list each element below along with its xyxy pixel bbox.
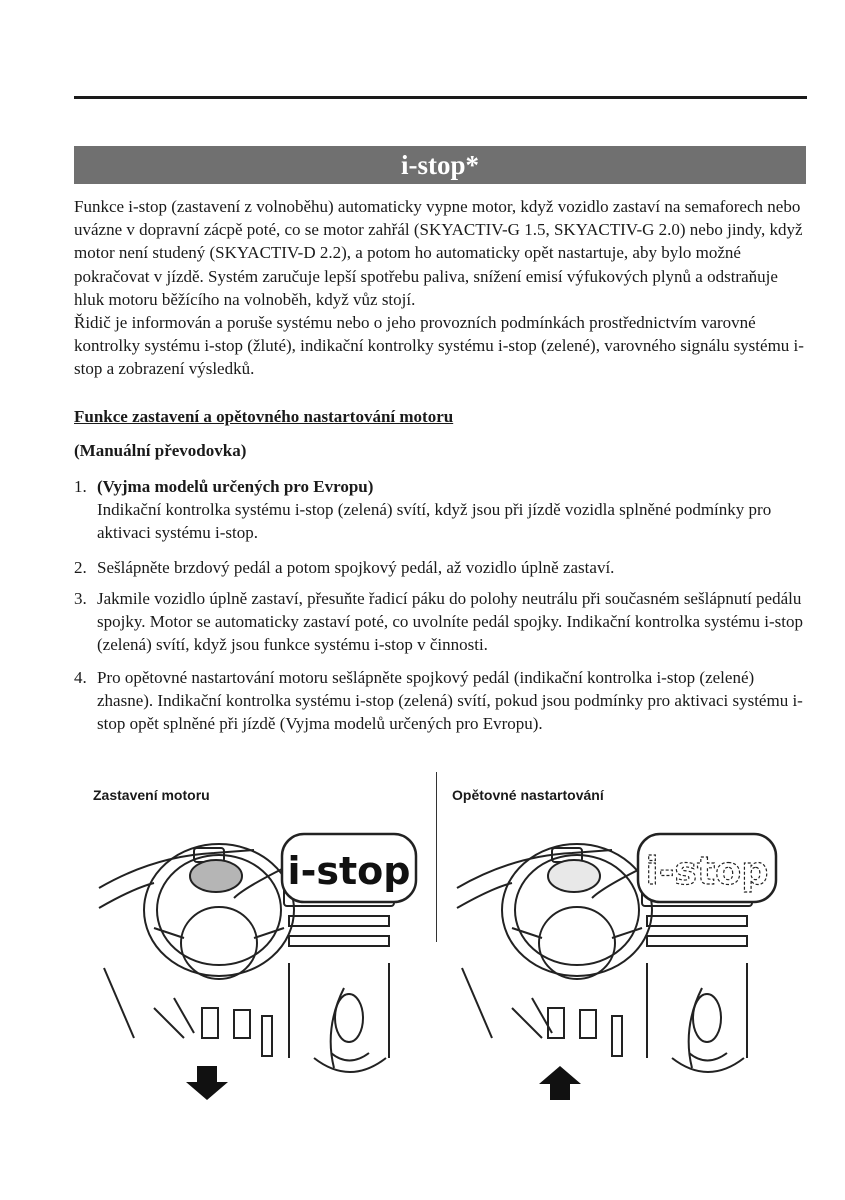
illustration-engine-stop [94, 828, 424, 1118]
step-bold: (Vyjma modelů určených pro Evropu) [97, 477, 374, 496]
arrow-down-icon [186, 1066, 228, 1100]
intro-paragraph-1: Funkce i-stop (zastavení z volnoběhu) automaticky vypne motor, když vozidlo zastaví na semaforech nebo uvázne v dopravní zácpě poté, co se motor zahřál (SKYACTIV-G 1.5, SKYACTIV-G 2.0) nebo jindy, když motor není studený (SKYACTIV-D 2.2), a potom ho automaticky opět nastartuje, aby bylo možné pokračovat v jízdě. Systém zaručuje lepší spotřebu paliva, snížení emisí výfukových plynů a odstraňuje hluk motoru běžícího na volnoběh, když vůz stojí. [74, 197, 803, 309]
illustration-divider [436, 772, 437, 942]
step-text: Indikační kontrolka systému i-stop (zelená) svítí, když jsou při jízdě vozidla splněné podmínky pro aktivaci systému i-stop. [97, 500, 772, 543]
title-rule [74, 96, 807, 99]
gearbox-heading: (Manuální převodovka) [74, 441, 247, 460]
i-stop-badge-text: i-stop [287, 849, 411, 893]
intro-paragraph-2: Řidič je informován a poruše systému nebo o jeho provozních podmínkách prostřednictvím varovné kontrolky systému i-stop (žluté), indikační kontrolky systému i-stop (zelené), varovného signálu systému i-stop a zobrazení výsledků. [74, 313, 804, 379]
illustration-engine-restart [452, 828, 782, 1118]
i-stop-badge-text: i-stop [645, 849, 769, 893]
intro-text [74, 195, 809, 381]
step-text: Jakmile vozidlo úplně zastaví, přesuňte řadicí páku do polohy neutrálu při současném sešlápnutí pedálu spojky. Motor se automaticky zastaví poté, co uvolníte pedál spojky. Indikační kontrolka systému i-stop (zelená) svítí, když jsou funkce systému i-stop v činnosti. [97, 589, 803, 655]
arrow-up-icon [539, 1066, 581, 1100]
section-banner: i-stop* [74, 146, 806, 184]
step-number: 1. [74, 477, 87, 496]
i-stop-badge [234, 834, 416, 902]
i-stop-badge-dashed [592, 834, 776, 902]
caption-engine-restart: Opětovné nastartování [452, 787, 604, 803]
step-text: Sešlápněte brzdový pedál a potom spojkový pedál, až vozidlo úplně zastaví. [97, 558, 615, 577]
subheading: Funkce zastavení a opětovného nastartování motoru [74, 407, 454, 426]
caption-engine-stop: Zastavení motoru [93, 787, 210, 803]
step-number: 3. [74, 589, 87, 608]
step-number: 4. [74, 668, 87, 687]
step-text: Pro opětovné nastartování motoru sešlápněte spojkový pedál (indikační kontrolka i-stop (zelené) zhasne). Indikační kontrolka systému i-stop (zelená) svítí, pokud jsou podmínky pro aktivaci systému i-stop opět splněné při jízdě (Vyjma modelů určených pro Evropu). [97, 668, 803, 734]
step-number: 2. [74, 558, 87, 577]
